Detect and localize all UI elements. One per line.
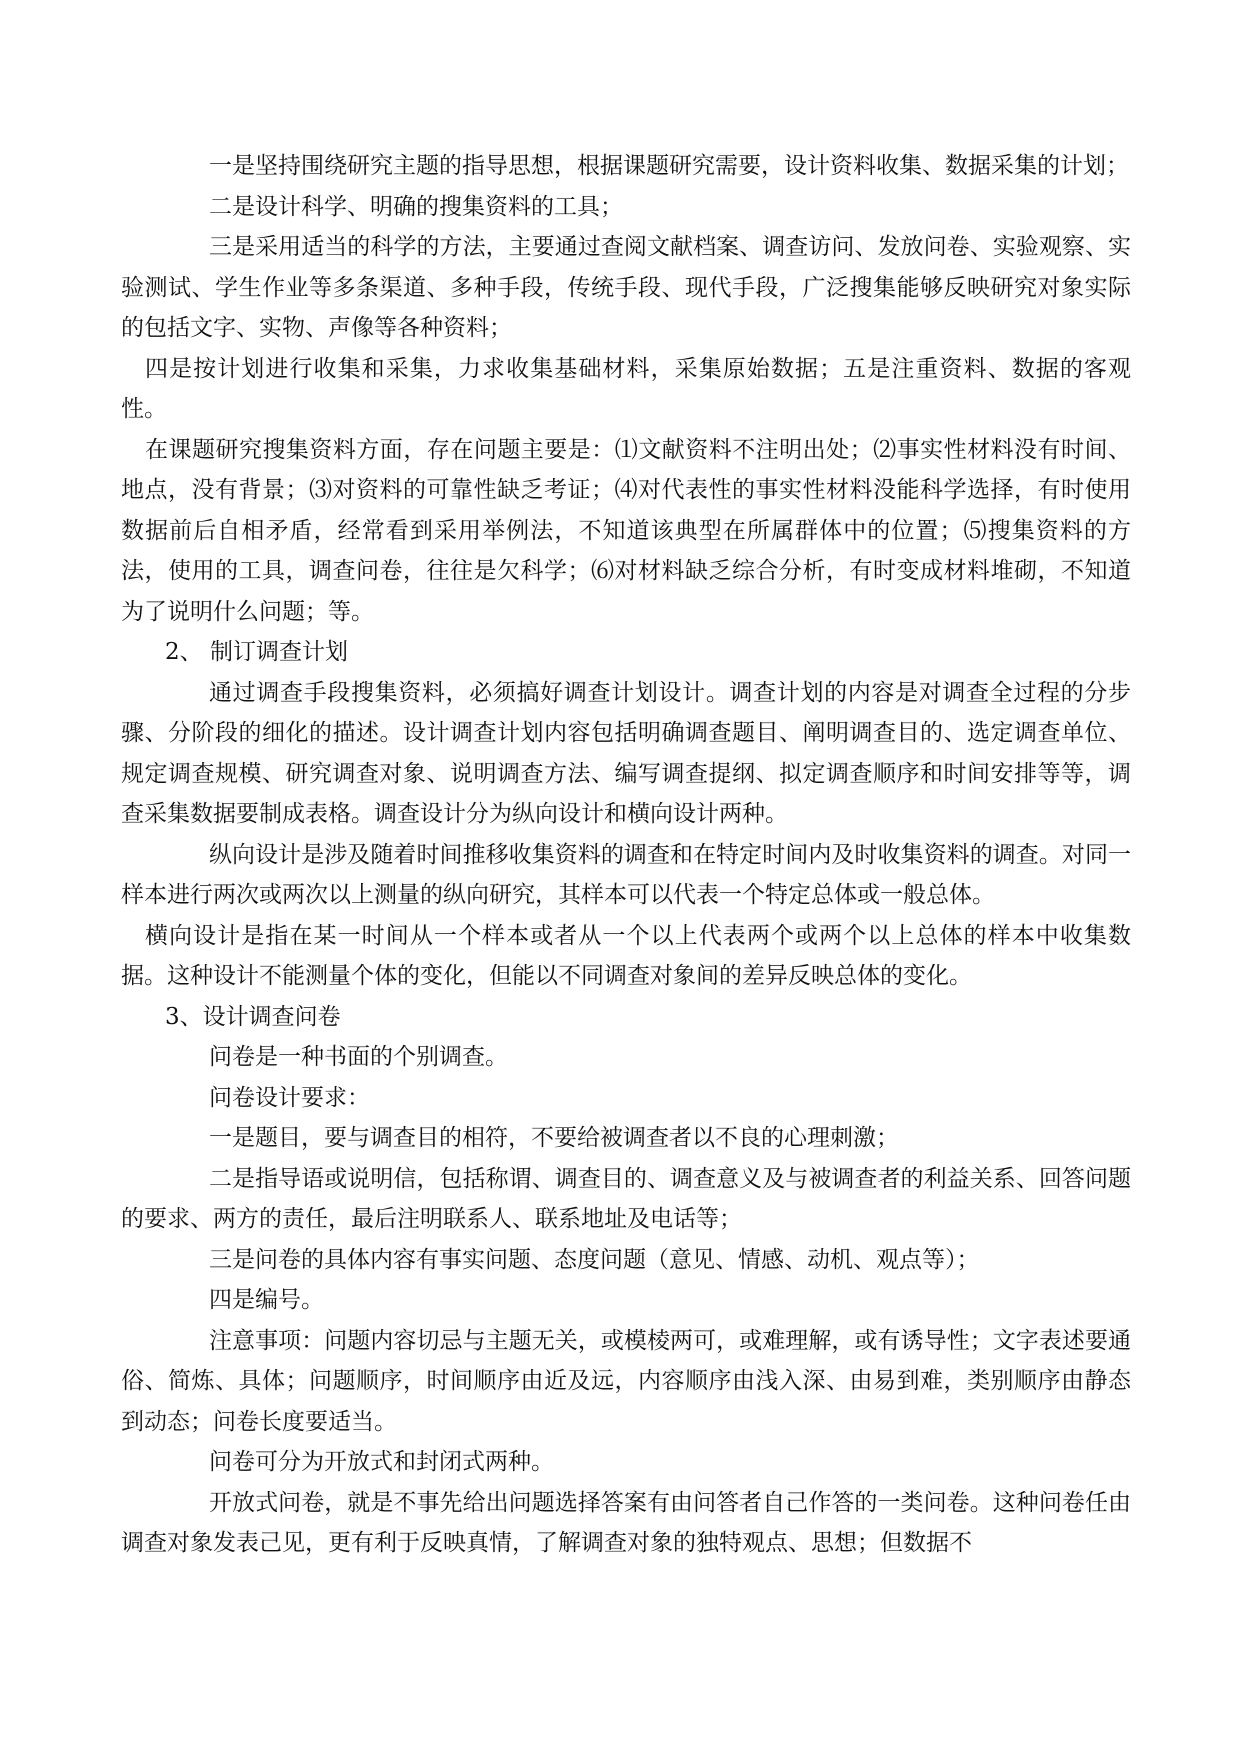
paragraph-longitudinal-design: 纵向设计是涉及随着时间推移收集资料的调查和在特定时间内及时收集资料的调查。对同一样本进行两次或两次以上测量的纵向研究，其样本可以代表一个特定总体或一般总体。 bbox=[121, 841, 1131, 908]
paragraph-collection: 四是按计划进行收集和采集，力求收集基础材料，采集原始数据；五是注重资料、数据的客观性。 bbox=[121, 355, 1131, 422]
paragraph-requirement-content: 三是问卷的具体内容有事实问题、态度问题（意见、情感、动机、观点等）； bbox=[209, 1246, 980, 1273]
paragraph-notes: 注意事项：问题内容切忌与主题无关，或模棱两可，或难理解，或有诱导性；文字表述要通俗、简炼、具体；问题顺序，时间顺序由近及远，内容顺序由浅入深、由易到难，类别顺序由静态到动态；问卷长度要适当。 bbox=[121, 1327, 1131, 1435]
section-heading-questionnaire: 3、设计调查问卷 bbox=[165, 1003, 341, 1030]
paragraph-cross-sectional-design: 横向设计是指在某一时间从一个样本或者从一个以上代表两个或两个以上总体的样本中收集数据。这种设计不能测量个体的变化，但能以不同调查对象间的差异反映总体的变化。 bbox=[121, 922, 1131, 989]
section-heading-survey-plan: 2、 制订调查计划 bbox=[165, 639, 348, 665]
paragraph-open-questionnaire: 开放式问卷，就是不事先给出问题选择答案有由问答者自己作答的一类问卷。这种问卷任由调查对象发表己见，更有利于反映真情，了解调查对象的独特观点、思想；但数据不 bbox=[121, 1489, 1131, 1556]
paragraph-questionnaire-definition: 问卷是一种书面的个别调查。 bbox=[209, 1044, 508, 1070]
paragraph-questionnaire-types: 问卷可分为开放式和封闭式两种。 bbox=[209, 1449, 554, 1475]
paragraph-plan-design: 一是坚持围绕研究主题的指导思想，根据课题研究需要，设计资料收集、数据采集的计划； bbox=[209, 153, 1129, 179]
paragraph-requirement-number: 四是编号。 bbox=[209, 1287, 324, 1313]
paragraph-tool-design: 二是设计科学、明确的搜集资料的工具； bbox=[209, 193, 623, 220]
document-page bbox=[121, 146, 1131, 1564]
paragraph-methods: 三是采用适当的科学的方法，主要通过查阅文献档案、调查访问、发放问卷、实验观察、实验测试、学生作业等多条渠道、多种手段，传统手段、现代手段，广泛搜集能够反映研究对象实际的包括文字、实物、声像等各种资料； bbox=[121, 234, 1131, 341]
paragraph-questionnaire-requirements: 问卷设计要求： bbox=[209, 1084, 370, 1111]
paragraph-survey-plan: 通过调查手段搜集资料，必须搞好调查计划设计。调查计划的内容是对调查全过程的分步骤、分阶段的细化的描述。设计调查计划内容包括明确调查题目、阐明调查目的、选定调查单位、规定调查规模、研究调查对象、说明调查方法、编写调查提纲、拟定调查顺序和时间安排等等，调查采集数据要制成表格。调查设计分为纵向设计和横向设计两种。 bbox=[121, 679, 1131, 827]
paragraph-problems: 在课题研究搜集资料方面，存在问题主要是：⑴文献资料不注明出处；⑵事实性材料没有时间、地点，没有背景；⑶对资料的可靠性缺乏考证；⑷对代表性的事实性材料没能科学选择，有时使用数据前后自相矛盾，经常看到采用举例法，不知道该典型在所属群体中的位置；⑸搜集资料的方法，使用的工具，调查问卷，往往是欠科学；⑹对材料缺乏综合分析，有时变成材料堆砌，不知道为了说明什么问题；等。 bbox=[121, 436, 1131, 625]
paragraph-requirement-title: 一是题目，要与调查目的相符，不要给被调查者以不良的心理刺激； bbox=[209, 1125, 899, 1151]
paragraph-requirement-guidance: 二是指导语或说明信，包括称谓、调查目的、调查意义及与被调查者的利益关系、回答问题的要求、两方的责任，最后注明联系人、联系地址及电话等； bbox=[121, 1165, 1131, 1232]
